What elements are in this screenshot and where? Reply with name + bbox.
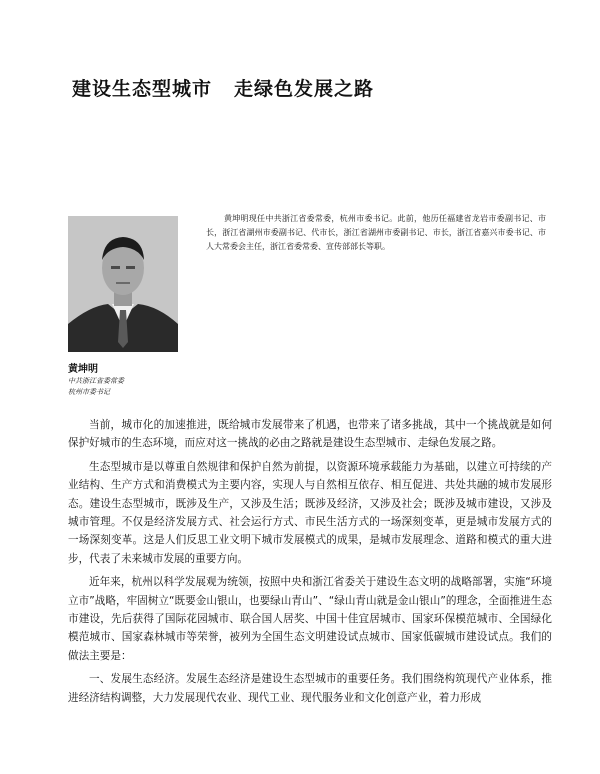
title-main: 建设生态型城市 xyxy=(72,78,213,100)
author-posts xyxy=(68,376,124,398)
paragraph-4: 一、发展生态经济。发展生态经济是建设生态型城市的重要任务。我们围绕构筑现代产业体系，推进经济结构调整，大力发展现代农业、现代工业、现代服务业和文化创意产业，着力形成 xyxy=(68,673,552,704)
paragraph-2: 生态型城市是以尊重自然规律和保护自然为前提，以资源环境承载能力为基础，以建立可持续的产业结构、生产方式和消费模式为主要内容，实现人与自然相互依存、相互促进、共处共融的城市发展形态。建设生态型城市，既涉及生产，又涉及生活；既涉及经济，又涉及社会；既涉及城市建设，又涉及城市管理。不仅是经济发展方式、社会运行方式、市民生活方式的一场深刻变革，更是城市发展方式的一场深刻变革。这是人们反思工业文明下城市发展模式的成果，是城市发展理念、道路和模式的重大进步，代表了未来城市发展的重要方向。 xyxy=(68,460,552,565)
portrait-image xyxy=(68,216,178,352)
title-sub: 走绿色发展之路 xyxy=(234,78,375,100)
author-name: 黄坤明 xyxy=(68,364,98,375)
author-post-1: 中共浙江省委常委 xyxy=(68,377,124,385)
article-body xyxy=(68,416,552,712)
author-bio: 黄坤明现任中共浙江省委常委，杭州市委书记。此前，他历任福建省龙岩市委副书记、市长，浙江省湖州市委副书记、代市长，浙江省湖州市委副书记、市长，浙江省嘉兴市委书记、市人大常委会主任，浙江省委常委、宣传部部长等职。 xyxy=(206,214,546,251)
author-post-2: 杭州市委书记 xyxy=(68,388,110,396)
article-title xyxy=(72,74,374,101)
paragraph-1: 当前，城市化的加速推进，既给城市发展带来了机遇，也带来了诸多挑战，其中一个挑战就是如何保护好城市的生态环境，而应对这一挑战的必由之路就是建设生态型城市、走绿色发展之路。 xyxy=(68,419,552,450)
paragraph-3: 近年来，杭州以科学发展观为统领，按照中央和浙江省委关于建设生态文明的战略部署，实施“环境立市”战略，牢固树立“既要金山银山，也要绿山青山”、“绿山青山就是金山银山”的理念，全面推进生态市建设，先后获得了国际花园城市、联合国人居奖、中国十佳宜居城市、国家环保模范城市、全国绿化模范城市、国家森林城市等荣誉，被列为全国生态文明建设试点城市、国家低碳城市建设试点。我们的做法主要是： xyxy=(68,576,552,662)
author-photo xyxy=(68,216,178,352)
